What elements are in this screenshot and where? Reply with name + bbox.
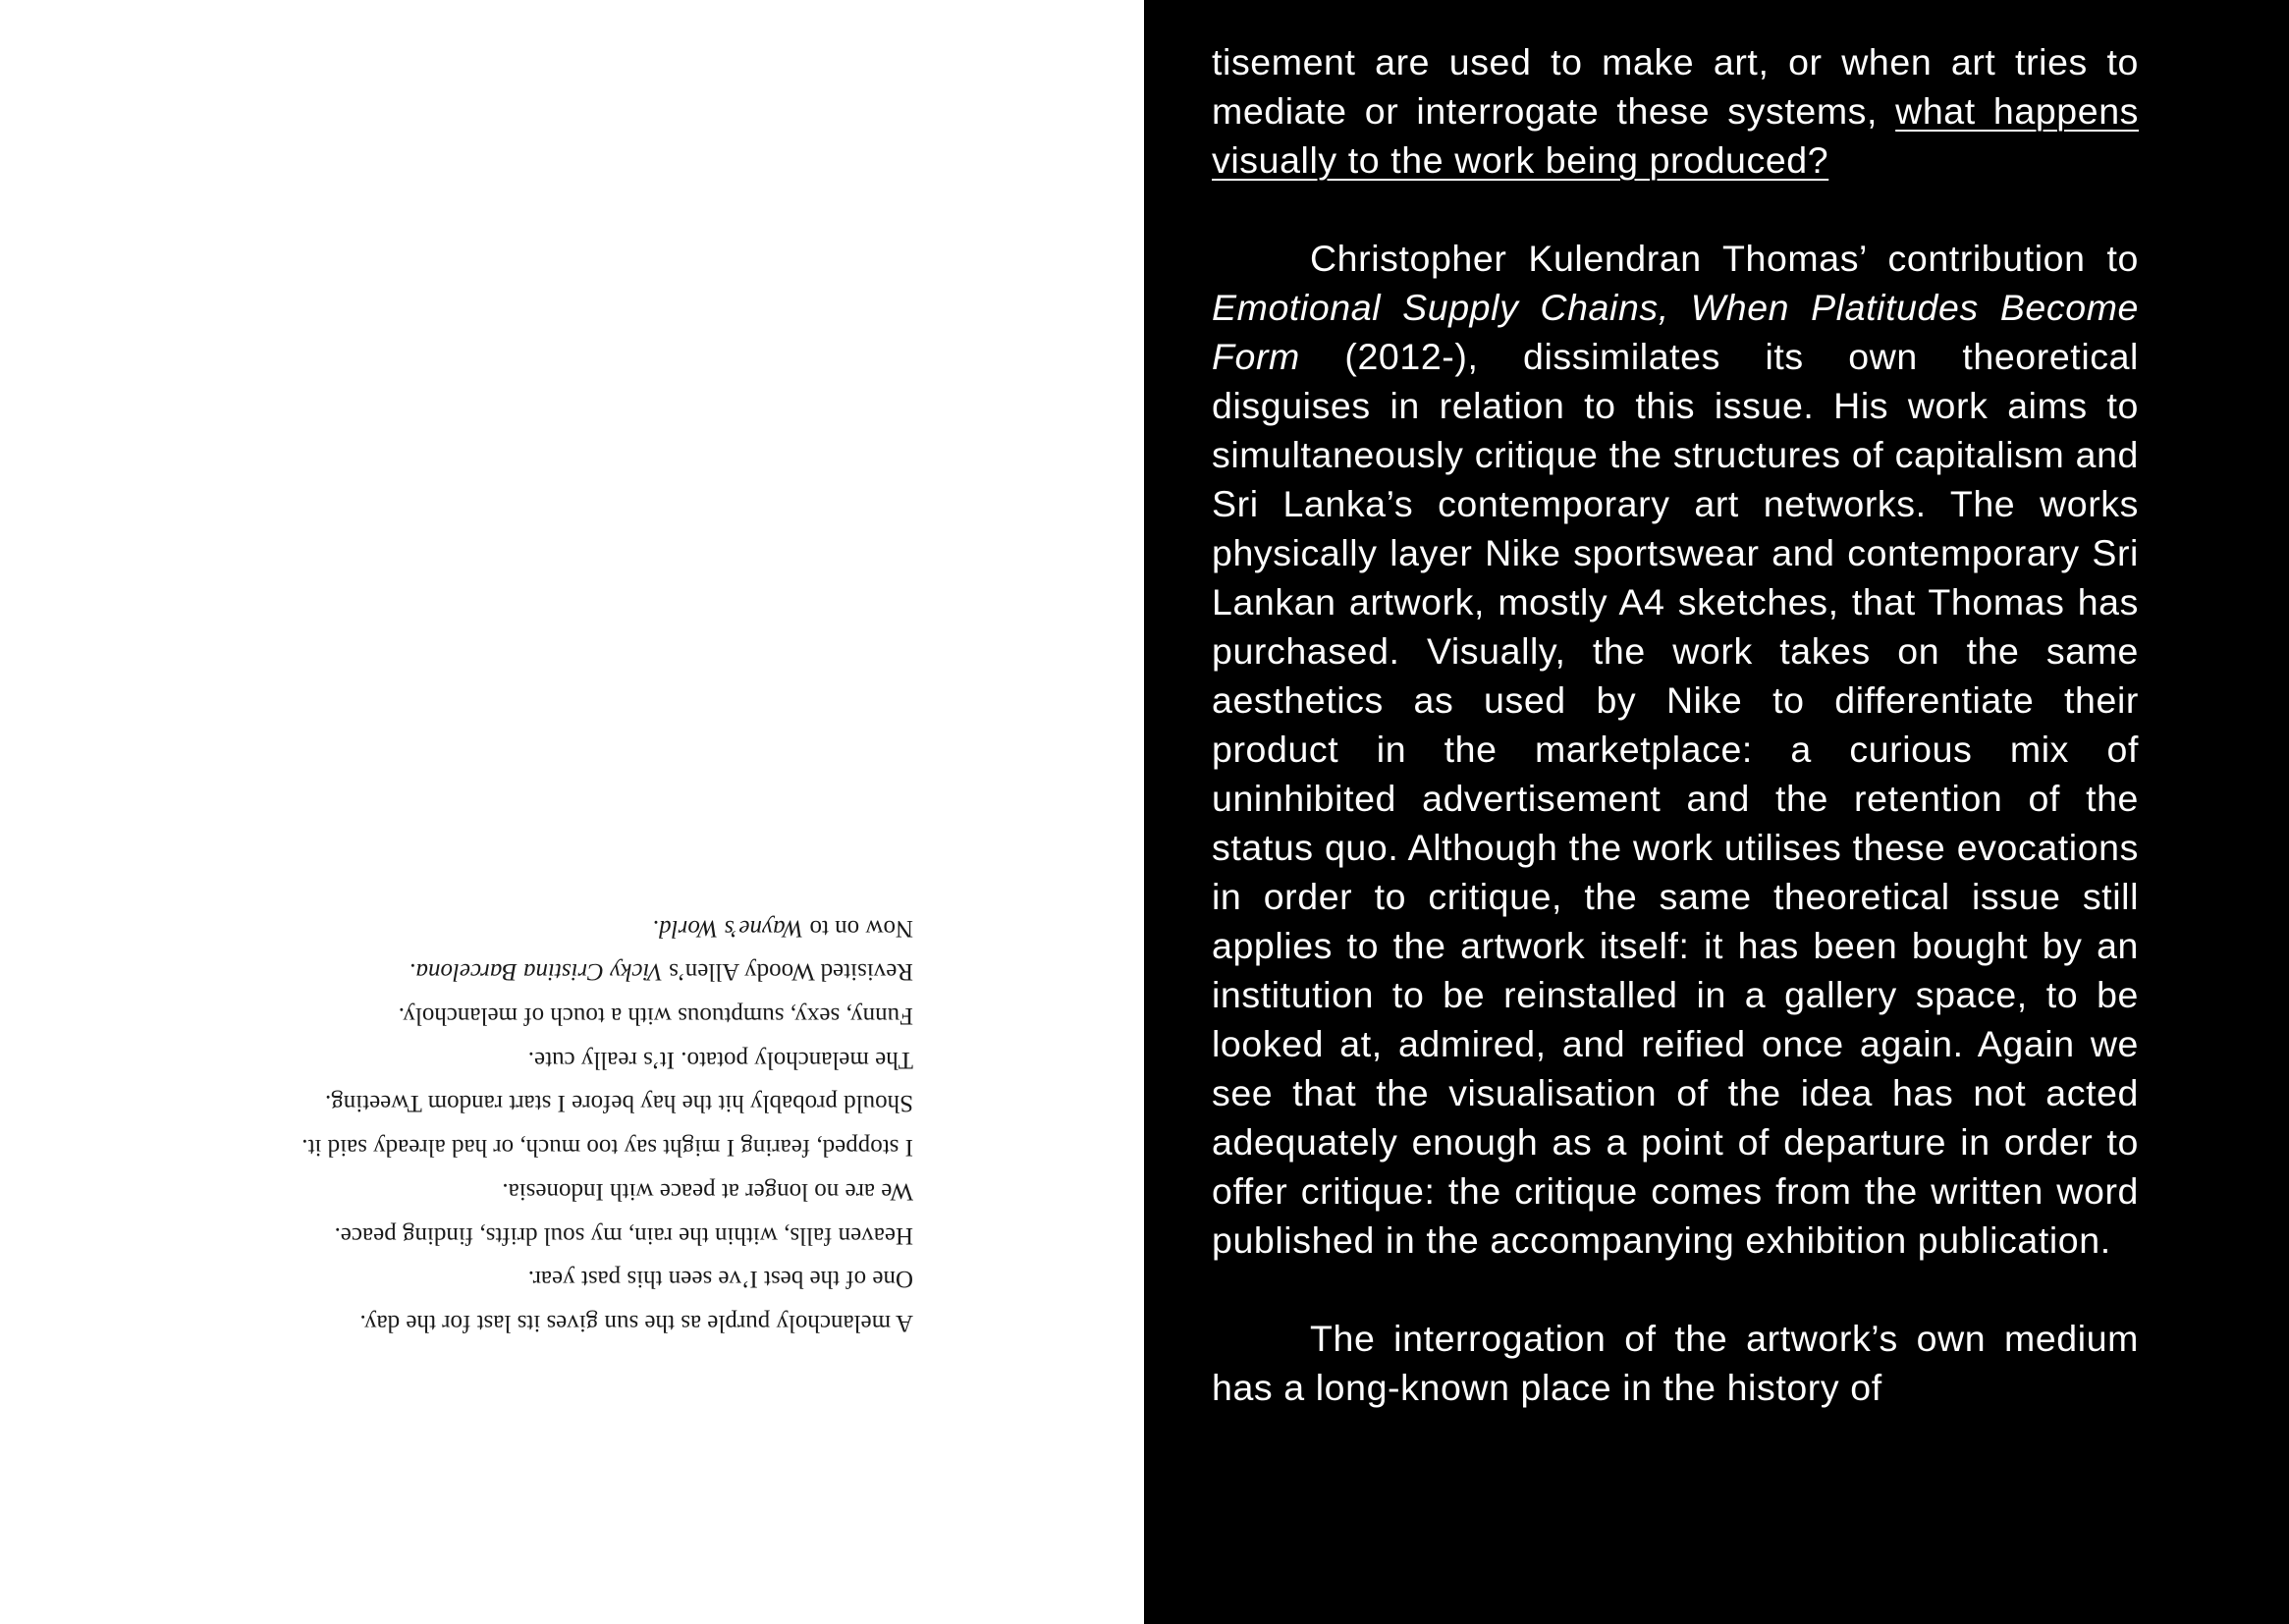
poem-line-9: Revisited Woody Allen’s Vicky Cristina Barcelona.	[409, 958, 913, 986]
poem-line-6: Should probably hit the hay before I start random Tweeting.	[324, 1090, 913, 1117]
artwork-title: Emotional Supply Chains, When Platitudes Become Form	[1212, 287, 2139, 377]
underlined-question: what happens visually to the work being produced?	[1212, 90, 2140, 181]
paragraph-3: The interrogation of the artwork’s own medium has a long-known place in the history of	[1212, 1318, 2139, 1408]
essay-text	[1212, 37, 2139, 1412]
paragraph-1: tisement are used to make art, or when art tries to mediate or interrogate these systems, what happens visually to the work being produced?	[1212, 41, 2140, 181]
upside-down-poem	[108, 905, 1011, 1344]
poem-line-8: Funny, sexy, sumptuous with a touch of melancholy.	[398, 1002, 913, 1030]
poem-line-3: Heaven falls, within the rain, my soul drifts, finding peace.	[334, 1221, 913, 1249]
poem-line-2: One of the best I’ve seen this past year.	[527, 1266, 913, 1293]
poem-line-1: A melancholy purple as the sun gives its last for the day.	[359, 1310, 913, 1337]
film-title: Vicky Cristina Barcelona	[415, 958, 663, 986]
film-title: Wayne’s World	[659, 914, 804, 942]
left-page	[0, 0, 1144, 1624]
right-page	[1144, 0, 2289, 1624]
poem-line-5: I stopped, fearing I might say too much, or had already said it.	[301, 1134, 913, 1162]
poem-line-7: The melancholy potato. It’s really cute.	[527, 1046, 913, 1073]
poem-line-4: We are no longer at peace with Indonesia.	[502, 1177, 913, 1205]
poem-line-10: Now on to Wayne’s World.	[652, 914, 913, 942]
paragraph-2: Christopher Kulendran Thomas’ contribution to Emotional Supply Chains, When Platitudes Become Form (2012-), dissimilates its own theoretical disguises in relation to this issue. His work aims to simultaneously critique the structures of capitalism and Sri Lanka’s contemporary art networks. The works physically layer Nike sportswear and contemporary Sri Lankan artwork, mostly A4 sketches, that Thomas has purchased. Visually, the work takes on the same aesthetics as used by Nike to differentiate their product in the marketplace: a curious mix of uninhibited advertisement and the retention of the status quo. Although the work utilises these evocations in order to critique, the same theoretical issue still applies to the artwork itself: it has been bought by an institution to be reinstalled in a gallery space, to be looked at, admired, and reified once again. Again we see that the visualisation of the idea has not acted adequately enough as a point of departure in order to offer critique: the critique comes from the written word published in the accompanying exhibition publication.	[1212, 238, 2139, 1261]
